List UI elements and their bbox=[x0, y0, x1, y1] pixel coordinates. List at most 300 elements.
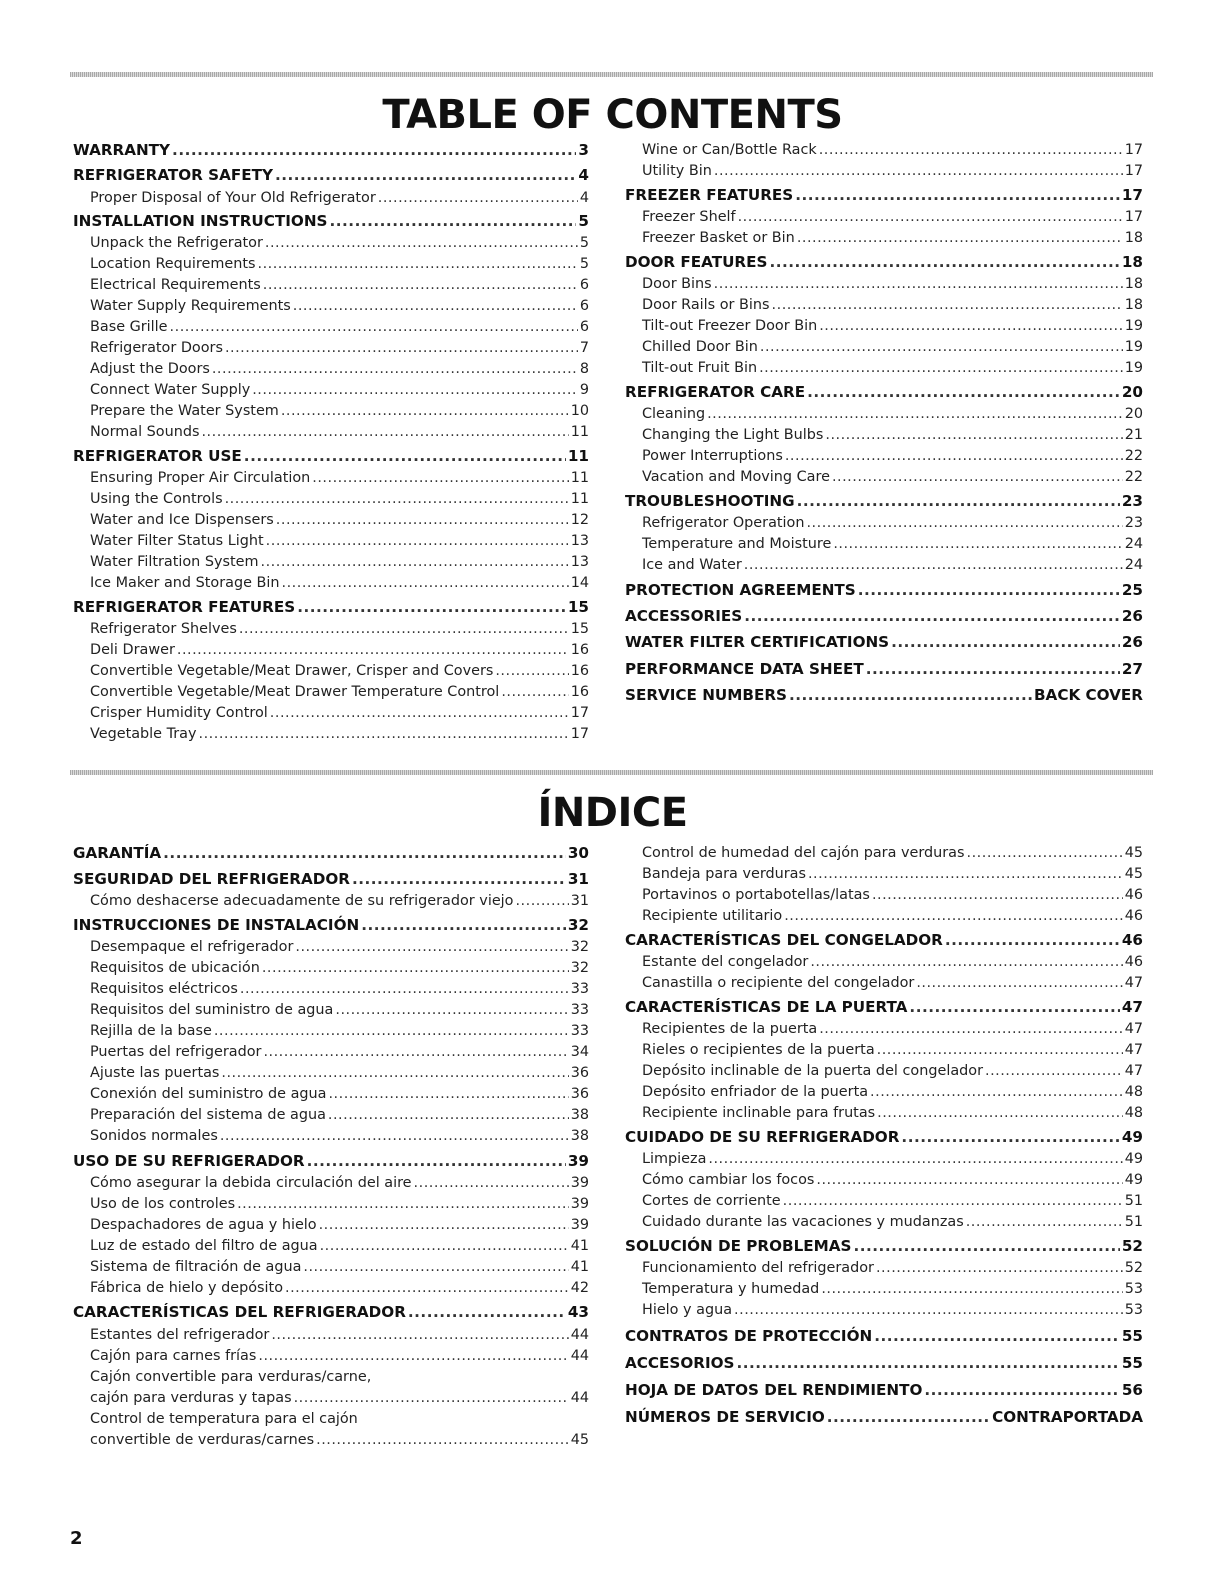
dot-leader bbox=[858, 580, 1120, 601]
entry-title: Water Filter Status Light bbox=[90, 533, 264, 549]
entry-title: Convertible Vegetable/Meat Drawer, Crisper and Covers bbox=[90, 663, 494, 679]
entry-page-number: 5 bbox=[579, 256, 589, 272]
entry-title: Vacation and Moving Care bbox=[642, 469, 830, 485]
entry-page-number: 55 bbox=[1121, 1354, 1143, 1372]
dot-leader bbox=[808, 864, 1123, 885]
entry-page-number: 13 bbox=[570, 533, 589, 549]
entry-title: Ice Maker and Storage Bin bbox=[90, 575, 280, 591]
entry-page-number: 33 bbox=[570, 1002, 589, 1018]
entry-title: Freezer Shelf bbox=[642, 209, 736, 225]
entry-title: Depósito enfriador de la puerta bbox=[642, 1084, 869, 1100]
toc-subentry bbox=[73, 891, 589, 915]
dot-leader bbox=[909, 997, 1119, 1018]
entry-title: Water and Ice Dispensers bbox=[90, 512, 274, 528]
entry-page-number: 48 bbox=[1124, 1105, 1143, 1121]
toc-subentry bbox=[625, 337, 1143, 358]
entry-page-number: 41 bbox=[570, 1238, 589, 1254]
dot-leader bbox=[285, 1278, 569, 1299]
dot-leader bbox=[738, 207, 1123, 228]
entry-title: Crisper Humidity Control bbox=[90, 705, 268, 721]
entry-page-number: 31 bbox=[570, 893, 589, 909]
dot-leader bbox=[784, 906, 1122, 927]
entry-title: Convertible Vegetable/Meat Drawer Temperature Control bbox=[90, 684, 500, 700]
entry-title: Control de temperatura para el cajón bbox=[90, 1411, 358, 1427]
dot-leader bbox=[212, 359, 578, 380]
toc-subentry bbox=[73, 979, 589, 1000]
entry-title: Cleaning bbox=[642, 406, 706, 422]
entry-page-number: 53 bbox=[1124, 1281, 1143, 1297]
entry-title: Requisitos del suministro de agua bbox=[90, 1002, 334, 1018]
dot-leader bbox=[819, 1019, 1122, 1040]
entry-page-number: 36 bbox=[570, 1065, 589, 1081]
entry-title: Refrigerator Doors bbox=[90, 340, 223, 356]
dot-leader bbox=[783, 1191, 1123, 1212]
entry-page-number: 51 bbox=[1124, 1193, 1143, 1209]
dot-leader bbox=[239, 619, 569, 640]
toc-subentry bbox=[73, 1000, 589, 1021]
dot-leader bbox=[163, 843, 566, 864]
entry-page-number: 20 bbox=[1124, 406, 1143, 422]
entry-title: Deli Drawer bbox=[90, 642, 175, 658]
entry-title: Vegetable Tray bbox=[90, 726, 197, 742]
toc-subentry bbox=[73, 1388, 589, 1409]
entry-page-number: 27 bbox=[1121, 660, 1143, 678]
toc-subentry bbox=[73, 468, 589, 489]
entry-title: CARACTERÍSTICAS DEL REFRIGERADOR bbox=[73, 1303, 406, 1321]
entry-page-number: 11 bbox=[570, 424, 589, 440]
toc-section-entry bbox=[625, 1326, 1143, 1353]
dot-leader bbox=[816, 1170, 1122, 1191]
dot-leader bbox=[265, 233, 578, 254]
dot-leader bbox=[320, 1236, 569, 1257]
entry-title: Proper Disposal of Your Old Refrigerator bbox=[90, 190, 376, 206]
dot-leader bbox=[220, 1126, 569, 1147]
entry-title: Desempaque el refrigerador bbox=[90, 939, 294, 955]
entry-title: SEGURIDAD DEL REFRIGERADOR bbox=[73, 870, 350, 888]
entry-title: Power Interruptions bbox=[642, 448, 783, 464]
entry-title: REFRIGERATOR SAFETY bbox=[73, 166, 273, 184]
entry-title: PROTECTION AGREEMENTS bbox=[625, 581, 856, 599]
entry-page-number: 22 bbox=[1124, 469, 1143, 485]
toc-section-entry bbox=[73, 869, 589, 891]
entry-title: Chilled Door Bin bbox=[642, 339, 758, 355]
toc-subentry bbox=[73, 254, 589, 275]
toc-subentry bbox=[73, 1278, 589, 1302]
toc-subentry bbox=[73, 296, 589, 317]
entry-title: USO DE SU REFRIGERADOR bbox=[73, 1152, 305, 1170]
toc-section-entry bbox=[625, 685, 1143, 706]
entry-title: Prepare the Water System bbox=[90, 403, 279, 419]
entry-page-number: 41 bbox=[570, 1259, 589, 1275]
entry-page-number: 43 bbox=[567, 1303, 589, 1321]
toc-subentry bbox=[625, 1061, 1143, 1082]
toc-subentry bbox=[73, 233, 589, 254]
toc-subentry bbox=[625, 274, 1143, 295]
entry-title: Limpieza bbox=[642, 1151, 707, 1167]
entry-page-number: 49 bbox=[1124, 1151, 1143, 1167]
entry-title: Preparación del sistema de agua bbox=[90, 1107, 326, 1123]
entry-title: Portavinos o portabotellas/latas bbox=[642, 887, 870, 903]
entry-page-number: 17 bbox=[1124, 142, 1143, 158]
dot-leader bbox=[414, 1173, 569, 1194]
toc-subentry bbox=[73, 1021, 589, 1042]
entry-title: Tilt-out Fruit Bin bbox=[642, 360, 758, 376]
entry-title: WATER FILTER CERTIFICATIONS bbox=[625, 633, 890, 651]
dot-leader bbox=[240, 979, 569, 1000]
entry-page-number: 15 bbox=[567, 598, 589, 616]
dot-leader bbox=[876, 1258, 1123, 1279]
toc-subentry bbox=[625, 513, 1143, 534]
toc-section-entry bbox=[625, 1236, 1143, 1258]
dot-leader bbox=[821, 1279, 1122, 1300]
toc-subentry bbox=[625, 1279, 1143, 1300]
entry-page-number: 44 bbox=[570, 1390, 589, 1406]
dot-leader bbox=[225, 338, 578, 359]
dot-leader bbox=[225, 489, 569, 510]
entry-page-number: 13 bbox=[570, 554, 589, 570]
entry-page-number: BACK COVER bbox=[1033, 686, 1143, 704]
dot-leader bbox=[827, 1407, 990, 1428]
toc-section-entry bbox=[625, 580, 1143, 606]
entry-title: Puertas del refrigerador bbox=[90, 1044, 262, 1060]
toc-subentry bbox=[73, 1409, 589, 1430]
entry-page-number: 46 bbox=[1124, 954, 1143, 970]
entry-page-number: 19 bbox=[1124, 318, 1143, 334]
dot-leader bbox=[266, 531, 569, 552]
entry-title: INSTALLATION INSTRUCTIONS bbox=[73, 212, 328, 230]
toc-subentry bbox=[73, 1063, 589, 1084]
entry-title: Door Rails or Bins bbox=[642, 297, 770, 313]
dot-leader bbox=[789, 685, 1032, 706]
entry-page-number: 8 bbox=[579, 361, 589, 377]
entry-title: CARACTERÍSTICAS DE LA PUERTA bbox=[625, 998, 908, 1016]
toc-subentry bbox=[73, 1084, 589, 1105]
dot-leader bbox=[797, 491, 1120, 512]
entry-page-number: 46 bbox=[1121, 931, 1143, 949]
toc-section-entry bbox=[73, 165, 589, 188]
entry-title: Unpack the Refrigerator bbox=[90, 235, 263, 251]
toc-section-entry bbox=[73, 446, 589, 468]
dot-leader bbox=[258, 254, 578, 275]
entry-page-number: 15 bbox=[570, 621, 589, 637]
dot-leader bbox=[303, 1257, 568, 1278]
entry-page-number: 16 bbox=[570, 663, 589, 679]
entry-title: Conexión del suministro de agua bbox=[90, 1086, 327, 1102]
entry-page-number: 38 bbox=[570, 1128, 589, 1144]
entry-page-number: 23 bbox=[1124, 515, 1143, 531]
dot-leader bbox=[293, 296, 578, 317]
toc-subentry bbox=[73, 1236, 589, 1257]
entry-page-number: 20 bbox=[1121, 383, 1143, 401]
toc-subentry bbox=[73, 1257, 589, 1278]
dot-leader bbox=[901, 1127, 1119, 1148]
entry-page-number: 47 bbox=[1121, 998, 1143, 1016]
toc-subentry bbox=[73, 682, 589, 703]
toc-subentry bbox=[73, 338, 589, 359]
entry-page-number: 45 bbox=[1124, 866, 1143, 882]
toc-section-entry bbox=[625, 185, 1143, 207]
entry-page-number: 53 bbox=[1124, 1302, 1143, 1318]
toc-right-column bbox=[625, 140, 1143, 706]
dot-leader bbox=[734, 1300, 1123, 1321]
dot-leader bbox=[707, 404, 1123, 425]
entry-title: Normal Sounds bbox=[90, 424, 200, 440]
entry-page-number: CONTRAPORTADA bbox=[992, 1408, 1143, 1426]
toc-section-entry bbox=[625, 1353, 1143, 1380]
entry-title: cajón para verduras y tapas bbox=[90, 1390, 292, 1406]
dot-leader bbox=[330, 211, 577, 232]
entry-page-number: 34 bbox=[570, 1044, 589, 1060]
entry-page-number: 18 bbox=[1124, 276, 1143, 292]
toc-subentry bbox=[625, 467, 1143, 491]
toc-section-entry bbox=[625, 997, 1143, 1019]
page-number: 2 bbox=[70, 1528, 83, 1549]
entry-page-number: 56 bbox=[1121, 1381, 1143, 1399]
entry-title: GARANTÍA bbox=[73, 844, 162, 862]
entry-page-number: 42 bbox=[570, 1280, 589, 1296]
dot-leader bbox=[874, 1326, 1120, 1347]
entry-title: Base Grille bbox=[90, 319, 168, 335]
entry-title: Water Filtration System bbox=[90, 554, 259, 570]
toc-subentry bbox=[625, 1170, 1143, 1191]
entry-title: Location Requirements bbox=[90, 256, 256, 272]
entry-page-number: 46 bbox=[1124, 908, 1143, 924]
dot-leader bbox=[833, 534, 1122, 555]
dot-leader bbox=[214, 1021, 569, 1042]
dot-leader bbox=[872, 885, 1123, 906]
entry-title: Control de humedad del cajón para verduras bbox=[642, 845, 965, 861]
entry-page-number: 26 bbox=[1121, 607, 1143, 625]
entry-page-number: 32 bbox=[570, 960, 589, 976]
entry-title: Estante del congelador bbox=[642, 954, 809, 970]
entry-title: INSTRUCCIONES DE INSTALACIÓN bbox=[73, 916, 360, 934]
toc-subentry bbox=[73, 573, 589, 597]
entry-title: Rieles o recipientes de la puerta bbox=[642, 1042, 875, 1058]
entry-title: Cómo asegurar la debida circulación del aire bbox=[90, 1175, 412, 1191]
entry-title: Recipiente inclinable para frutas bbox=[642, 1105, 876, 1121]
entry-page-number: 24 bbox=[1124, 557, 1143, 573]
entry-title: Electrical Requirements bbox=[90, 277, 261, 293]
entry-page-number: 4 bbox=[578, 166, 589, 184]
toc-subentry bbox=[73, 317, 589, 338]
toc-subentry bbox=[73, 552, 589, 573]
top-divider bbox=[70, 72, 1153, 77]
toc-subentry bbox=[73, 640, 589, 661]
toc-subentry bbox=[73, 510, 589, 531]
indice-left-column bbox=[73, 843, 589, 1451]
toc-section-entry bbox=[625, 382, 1143, 404]
dot-leader bbox=[744, 555, 1123, 576]
dot-leader bbox=[271, 1325, 568, 1346]
dot-leader bbox=[312, 468, 568, 489]
entry-page-number: 55 bbox=[1121, 1327, 1143, 1345]
dot-leader bbox=[319, 1215, 569, 1236]
toc-subentry bbox=[625, 1212, 1143, 1236]
toc-section-entry bbox=[73, 140, 589, 165]
dot-leader bbox=[810, 952, 1122, 973]
entry-title: Connect Water Supply bbox=[90, 382, 251, 398]
entry-title: Freezer Basket or Bin bbox=[642, 230, 795, 246]
entry-page-number: 47 bbox=[1124, 975, 1143, 991]
dot-leader bbox=[244, 446, 566, 467]
dot-leader bbox=[891, 632, 1120, 653]
entry-title: Cortes de corriente bbox=[642, 1193, 781, 1209]
toc-subentry bbox=[73, 1367, 589, 1388]
entry-page-number: 11 bbox=[570, 470, 589, 486]
dot-leader bbox=[819, 140, 1123, 161]
toc-subentry bbox=[73, 422, 589, 446]
toc-section-entry bbox=[625, 491, 1143, 513]
toc-subentry bbox=[625, 425, 1143, 446]
dot-leader bbox=[515, 891, 568, 912]
entry-page-number: 49 bbox=[1124, 1172, 1143, 1188]
toc-subentry bbox=[625, 1040, 1143, 1061]
toc-subentry bbox=[625, 316, 1143, 337]
toc-subentry bbox=[73, 401, 589, 422]
entry-page-number: 5 bbox=[578, 212, 589, 230]
dot-leader bbox=[832, 467, 1123, 488]
toc-subentry bbox=[625, 864, 1143, 885]
entry-title: CUIDADO DE SU REFRIGERADOR bbox=[625, 1128, 900, 1146]
toc-left-column bbox=[73, 140, 589, 745]
dot-leader bbox=[945, 930, 1120, 951]
dot-leader bbox=[252, 380, 578, 401]
entry-page-number: 52 bbox=[1124, 1260, 1143, 1276]
entry-page-number: 38 bbox=[570, 1107, 589, 1123]
dot-leader bbox=[352, 869, 566, 890]
entry-title: Recipiente utilitario bbox=[642, 908, 783, 924]
toc-section-entry bbox=[73, 915, 589, 937]
toc-subentry bbox=[73, 489, 589, 510]
dot-leader bbox=[263, 1042, 568, 1063]
toc-subentry bbox=[625, 1082, 1143, 1103]
entry-title: Despachadores de agua y hielo bbox=[90, 1217, 317, 1233]
entry-page-number: 17 bbox=[570, 705, 589, 721]
dot-leader bbox=[785, 446, 1123, 467]
entry-page-number: 21 bbox=[1124, 427, 1143, 443]
entry-title: Utility Bin bbox=[642, 163, 712, 179]
toc-section-entry bbox=[625, 252, 1143, 274]
toc-subentry bbox=[73, 724, 589, 745]
entry-title: Bandeja para verduras bbox=[642, 866, 806, 882]
entry-title: TROUBLESHOOTING bbox=[625, 492, 795, 510]
entry-page-number: 39 bbox=[570, 1175, 589, 1191]
dot-leader bbox=[237, 1194, 569, 1215]
entry-page-number: 6 bbox=[579, 319, 589, 335]
toc-section-entry bbox=[625, 606, 1143, 632]
toc-subentry bbox=[625, 161, 1143, 185]
entry-title: HOJA DE DATOS DEL RENDIMIENTO bbox=[625, 1381, 923, 1399]
toc-subentry bbox=[625, 973, 1143, 997]
toc-subentry bbox=[73, 937, 589, 958]
middle-divider bbox=[70, 770, 1153, 775]
toc-subentry bbox=[625, 952, 1143, 973]
toc-subentry bbox=[73, 958, 589, 979]
entry-title: Depósito inclinable de la puerta del congelador bbox=[642, 1063, 983, 1079]
entry-page-number: 30 bbox=[567, 844, 589, 862]
entry-title: Estantes del refrigerador bbox=[90, 1327, 270, 1343]
entry-title: Uso de los controles bbox=[90, 1196, 236, 1212]
toc-subentry bbox=[625, 843, 1143, 864]
entry-title: Fábrica de hielo y depósito bbox=[90, 1280, 284, 1296]
entry-page-number: 16 bbox=[570, 684, 589, 700]
dot-leader bbox=[769, 252, 1119, 273]
toc-subentry bbox=[73, 380, 589, 401]
entry-page-number: 44 bbox=[570, 1348, 589, 1364]
entry-title: CARACTERÍSTICAS DEL CONGELADOR bbox=[625, 931, 943, 949]
entry-title: convertible de verduras/carnes bbox=[90, 1432, 315, 1448]
toc-subentry bbox=[625, 555, 1143, 580]
toc-subentry bbox=[73, 619, 589, 640]
dot-leader bbox=[736, 1353, 1119, 1374]
entry-page-number: 6 bbox=[579, 277, 589, 293]
toc-section-entry bbox=[73, 1151, 589, 1173]
toc-subentry bbox=[73, 1215, 589, 1236]
entry-page-number: 3 bbox=[578, 141, 589, 159]
dot-leader bbox=[797, 228, 1123, 249]
dot-leader bbox=[795, 185, 1120, 206]
entry-title: Cuidado durante las vacaciones y mudanzas bbox=[642, 1214, 964, 1230]
entry-page-number: 39 bbox=[567, 1152, 589, 1170]
entry-title: Ajuste las puertas bbox=[90, 1065, 220, 1081]
entry-page-number: 51 bbox=[1124, 1214, 1143, 1230]
toc-section-entry bbox=[73, 1302, 589, 1325]
dot-leader bbox=[408, 1302, 566, 1323]
dot-leader bbox=[275, 165, 576, 186]
toc-subentry bbox=[73, 703, 589, 724]
entry-page-number: 12 bbox=[570, 512, 589, 528]
toc-subentry bbox=[73, 1126, 589, 1151]
entry-page-number: 18 bbox=[1124, 230, 1143, 246]
entry-page-number: 5 bbox=[579, 235, 589, 251]
entry-title: Sonidos normales bbox=[90, 1128, 218, 1144]
entry-title: SOLUCIÓN DE PROBLEMAS bbox=[625, 1237, 852, 1255]
entry-title: Luz de estado del filtro de agua bbox=[90, 1238, 318, 1254]
toc-subentry bbox=[625, 295, 1143, 316]
dot-leader bbox=[495, 661, 568, 682]
toc-subentry bbox=[73, 1042, 589, 1063]
dot-leader bbox=[924, 1380, 1119, 1401]
dot-leader bbox=[258, 1346, 568, 1367]
entry-page-number: 4 bbox=[579, 190, 589, 206]
entry-page-number: 11 bbox=[570, 491, 589, 507]
toc-subentry bbox=[625, 446, 1143, 467]
dot-leader bbox=[708, 1149, 1122, 1170]
toc-section-entry bbox=[73, 211, 589, 233]
dot-leader bbox=[295, 937, 568, 958]
toc-subentry bbox=[625, 1191, 1143, 1212]
dot-leader bbox=[877, 1040, 1123, 1061]
toc-subentry bbox=[73, 275, 589, 296]
entry-title: CONTRATOS DE PROTECCIÓN bbox=[625, 1327, 873, 1345]
dot-leader bbox=[307, 1151, 566, 1172]
dot-leader bbox=[819, 316, 1122, 337]
entry-page-number: 9 bbox=[579, 382, 589, 398]
entry-page-number: 23 bbox=[1121, 492, 1143, 510]
entry-page-number: 33 bbox=[570, 1023, 589, 1039]
entry-title: DOOR FEATURES bbox=[625, 253, 768, 271]
dot-leader bbox=[985, 1061, 1123, 1082]
dot-leader bbox=[807, 382, 1120, 403]
entry-title: REFRIGERATOR FEATURES bbox=[73, 598, 296, 616]
toc-subentry bbox=[625, 885, 1143, 906]
entry-page-number: 33 bbox=[570, 981, 589, 997]
dot-leader bbox=[759, 358, 1123, 379]
entry-title: NÚMEROS DE SERVICIO bbox=[625, 1408, 825, 1426]
entry-page-number: 22 bbox=[1124, 448, 1143, 464]
toc-section-entry bbox=[625, 632, 1143, 659]
dot-leader bbox=[221, 1063, 568, 1084]
